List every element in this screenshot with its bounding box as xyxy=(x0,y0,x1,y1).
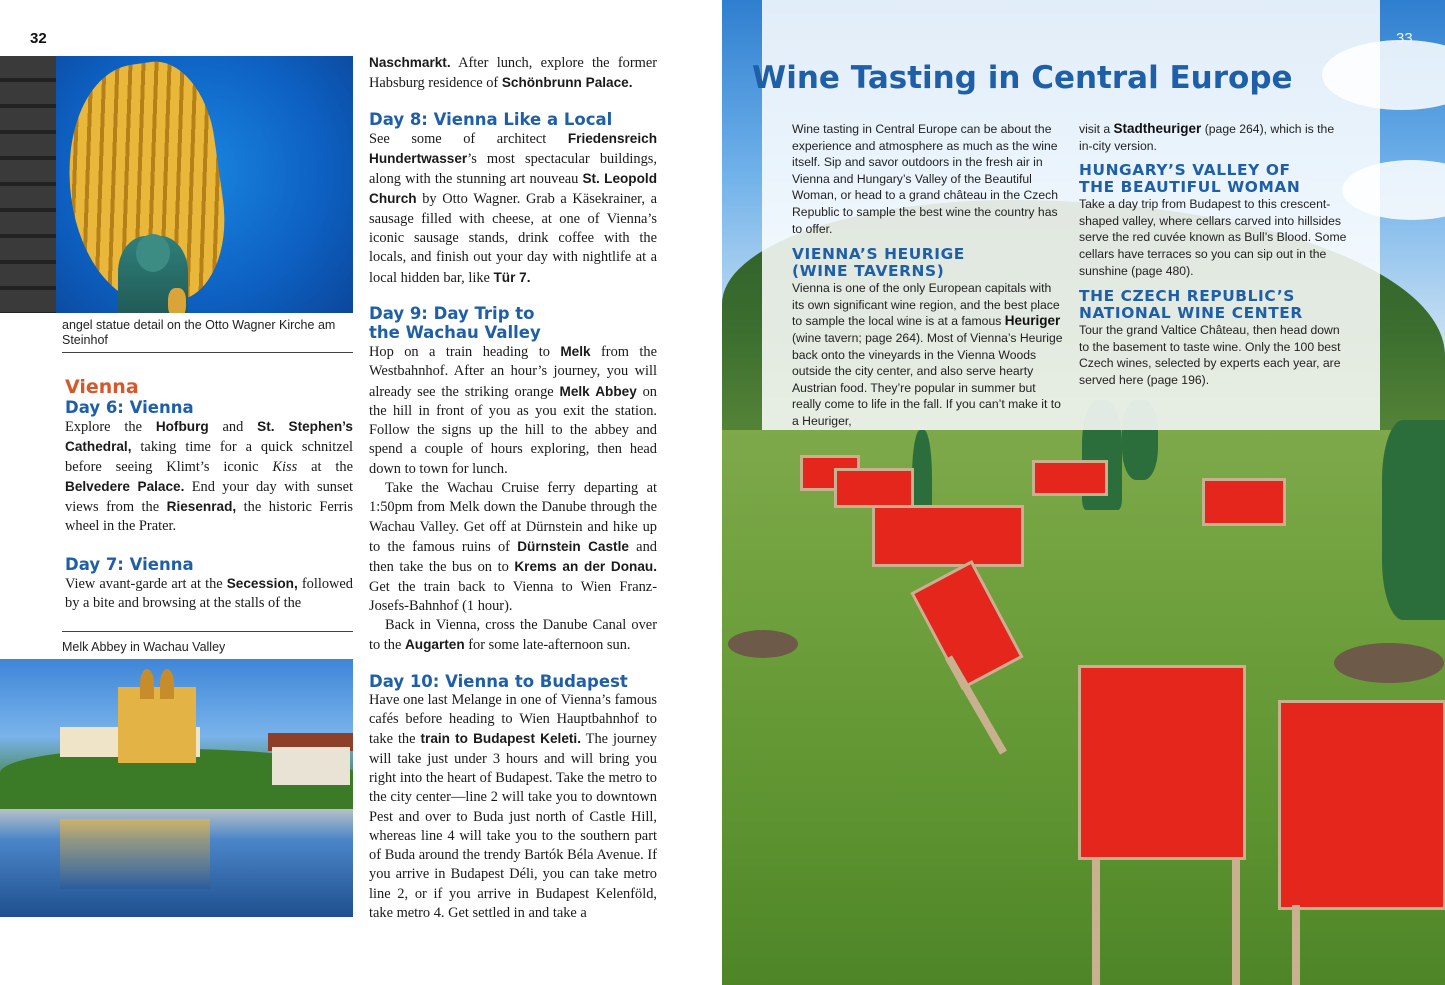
left-page xyxy=(0,0,722,985)
czech-heading: THE CZECH REPUBLIC’S NATIONAL WINE CENTER xyxy=(1079,287,1303,323)
page-number: 32 xyxy=(30,30,47,47)
intro-text: Wine tasting in Central Europe can be about the experience and atmosphere as much as the wine itself. Sip and savor outdoors in the fresh air in Vienna and Hungary’s Valley of the Beautiful Woman, or head to a grand château in the Czech Republic to sample the best wine the country has to offer. xyxy=(792,122,1059,236)
heurige-text: Vienna is one of the only European capitals with its own significant wine region, and the best place to sample the local wine is at a famous Heuriger (wine tavern; page 264). Most of Vienna’s Heurige back onto the vineyards in the Vienna Woods outside the city center, and also serve hearty Austrian food. They’re popular in summer but really come to life in the fall. If you can’t make it to a Heuriger, xyxy=(792,281,1063,428)
sidebar-column-2 xyxy=(1079,121,1351,389)
deck-chair xyxy=(1078,665,1246,860)
hungary-heading: HUNGARY’S VALLEY OF THE BEAUTIFUL WOMAN xyxy=(1079,161,1301,197)
left-column xyxy=(65,376,353,613)
garden-table xyxy=(728,630,798,658)
chair-frame xyxy=(1292,905,1300,985)
day9-text-3: Back in Vienna, cross the Danube Canal over to the Augarten for some late-afternoon sun. xyxy=(369,617,657,654)
deck-chair xyxy=(1278,700,1445,910)
day8-heading: Day 8: Vienna Like a Local xyxy=(369,109,613,129)
deck-chair xyxy=(1032,460,1108,496)
deck-chair xyxy=(834,468,914,508)
caption-divider xyxy=(62,352,353,353)
caption-divider-2 xyxy=(62,631,353,632)
day6-text: Explore the Hofburg and St. Stephen’s Cathedral, taking time for a quick schnitzel before seeing Klimt’s iconic Kiss at the Belvedere Palace. End your day with sunset views from the Riesenrad, the historic Ferris wheel in the Prater. xyxy=(65,419,353,535)
day6-heading: Day 6: Vienna xyxy=(65,398,194,417)
city-heading: Vienna xyxy=(65,376,139,398)
umbrella xyxy=(1382,420,1445,620)
day7-text: View avant-garde art at the Secession, followed by a bite and browsing at the stalls of the xyxy=(65,575,353,612)
right-column xyxy=(369,53,657,923)
heurige-heading: VIENNA’S HEURIGE (WINE TAVERNS) xyxy=(792,245,965,281)
czech-text: Tour the grand Valtice Château, then head down to the basement to taste wine. Only the 100 best Czech wines, selected by experts each year, are served here (page 196). xyxy=(1079,323,1341,387)
chair-frame xyxy=(1232,860,1240,985)
heurige-text-cont: visit a Stadtheuriger (page 264), which is the in-city version. xyxy=(1079,121,1335,153)
day9-text-2: Take the Wachau Cruise ferry departing at 1:50pm from Melk down the Danube through the Wachau Valley. Get off at Dürnstein and hike up to the famous ruins of Dürnstein Castle and then take the bus on to Krems an der Donau. Get the train back to Vienna to Wien Franz-Josefs-Bahnhof (1 hour). xyxy=(369,480,657,614)
angel-photo-caption: angel statue detail on the Otto Wagner Kirche am Steinhof xyxy=(62,318,336,347)
chair-frame xyxy=(1092,860,1100,985)
hungary-text: Take a day trip from Budapest to this crescent-shaped valley, where cellars carved into hillsides serve the red cuvée known as Bull’s Blood. Some cellars have terraces so you can sip out in the sunshine (page 480). xyxy=(1079,197,1347,278)
deck-chair xyxy=(1202,478,1286,526)
page-number: 33 xyxy=(1396,30,1413,47)
day7-heading: Day 7: Vienna xyxy=(65,554,194,574)
naschmarkt-text: Naschmarkt. After lunch, explore the former Habsburg residence of Schönbrunn Palace. xyxy=(369,55,657,92)
melk-photo-caption: Melk Abbey in Wachau Valley xyxy=(62,640,226,654)
sidebar-column-1 xyxy=(792,121,1064,430)
day10-heading: Day 10: Vienna to Budapest xyxy=(369,671,628,691)
melk-abbey-photo xyxy=(0,659,353,917)
deck-chair xyxy=(872,505,1024,567)
right-page xyxy=(722,0,1445,985)
angel-statue-photo xyxy=(0,56,353,313)
day8-text: See some of architect Friedensreich Hundertwasser’s most spectacular buildings, along with the stunning art nouveau St. Leopold Church by Otto Wagner. Grab a Käsekrainer, a sausage filled with cheese, at one of Vienna’s iconic sausage stands, drink coffee with the locals, and finish out your day with nightlife at a local hidden bar, like Tür 7. xyxy=(369,130,657,286)
day10-text: Have one last Melange in one of Vienna’s famous cafés before heading to Wien Hauptbahnhof to take the train to Budapest Keleti. The journey will take just under 3 hours and will bring you right into the heart of Budapest. Take the metro to the city center—line 2 will take you to downtown Pest and over to Buda just north of Castle Hill, whereas line 4 will take you to the southern part of Buda around the trendy Bartók Béla Avenue. If you arrive in Budapest Déli, you can take metro line 2, or if you arrive in Budapest Kelenföld, take metro 4. Get settled in and take a xyxy=(369,691,657,921)
sidebar-title: Wine Tasting in Central Europe xyxy=(752,60,1293,96)
day9-heading: Day 9: Day Trip to the Wachau Valley xyxy=(369,303,541,342)
day9-text: Hop on a train heading to Melk from the Westbahnhof. After an hour’s journey, you will already see the striking orange Melk Abbey on the hill in front of you as you exit the station. Follow the signs up the hill to the abbey and spend a couple of hours exploring, then head down to town for lunch. xyxy=(369,343,657,477)
garden-table xyxy=(1334,643,1444,683)
